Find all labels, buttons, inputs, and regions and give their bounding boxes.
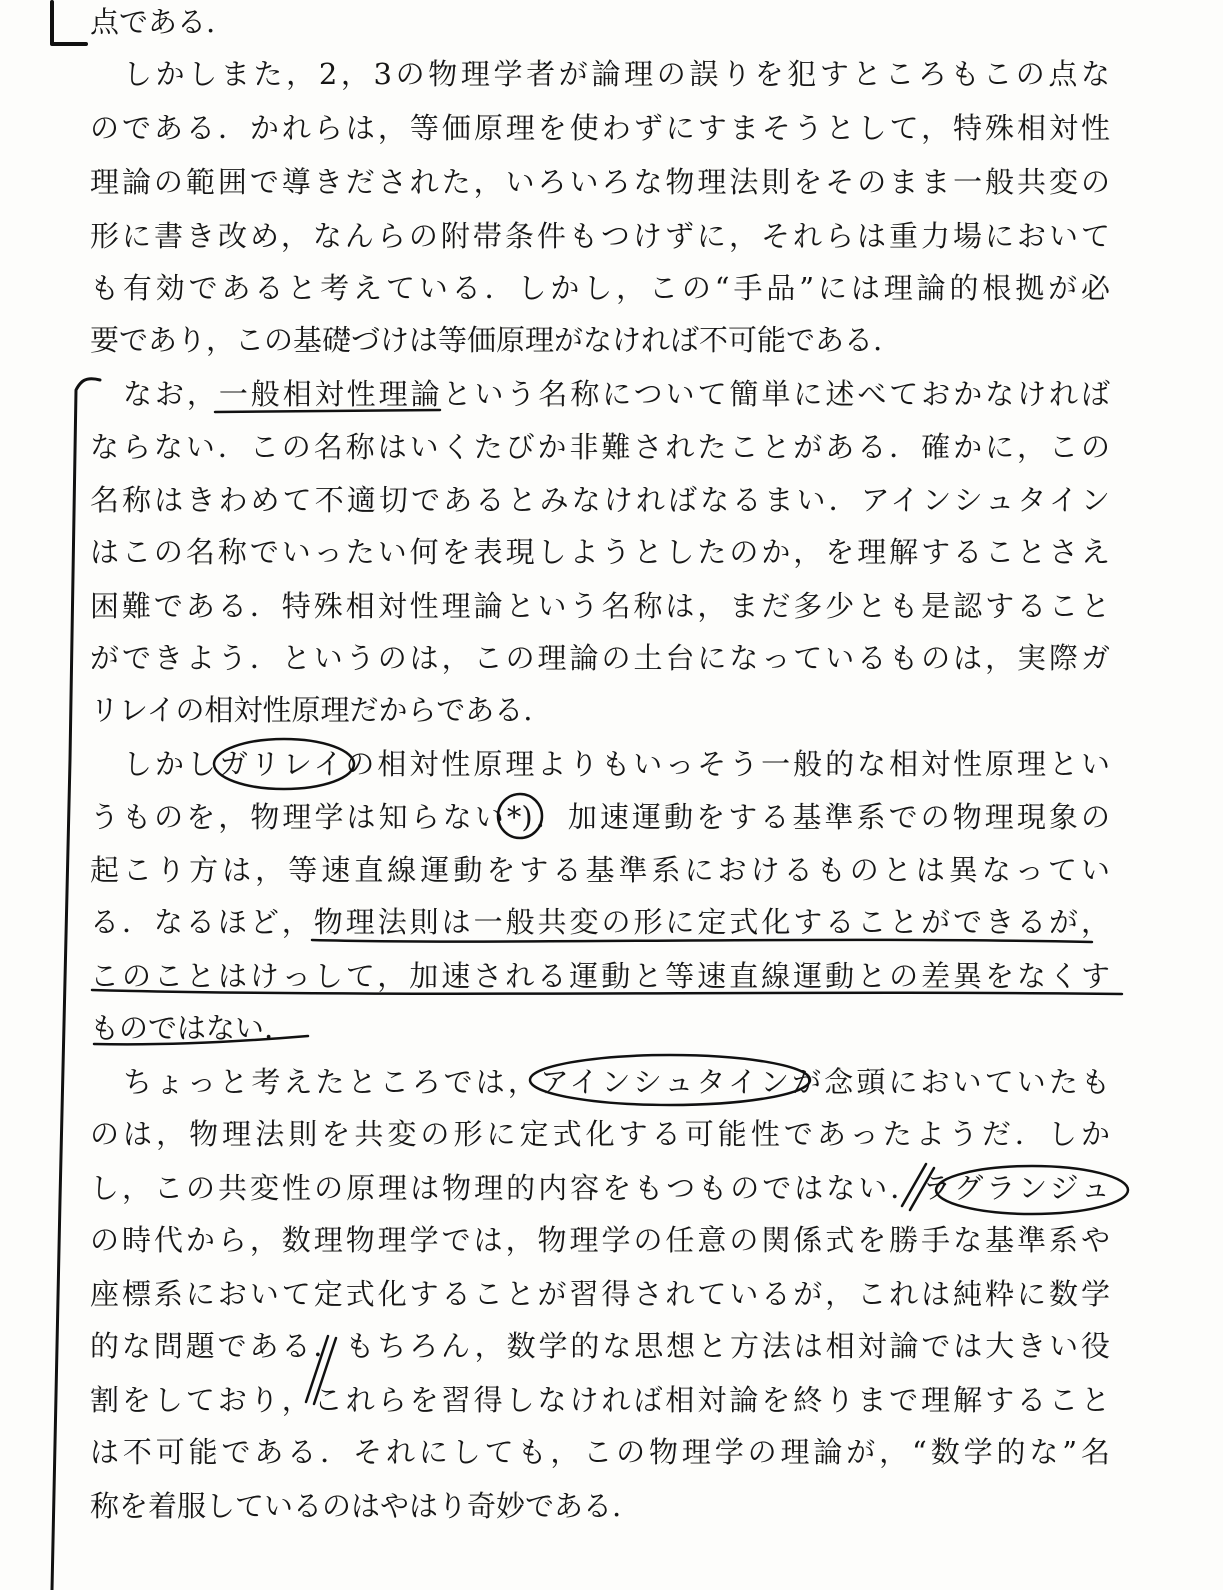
underline-mark bbox=[312, 940, 1092, 942]
text-line: のは，物理法則を共変の形に定式化する可能性であったようだ．しか bbox=[90, 1117, 1110, 1151]
text-line: は不可能である．それにしても，この物理学の理論が，“数学的な”名 bbox=[90, 1435, 1110, 1469]
paragraph-first-line: ちょっと考えたところでは，アインシュタインが念頭においていたも bbox=[123, 1065, 1110, 1099]
paragraph-first-line: しかしガリレイの相対性原理よりもいっそう一般的な相対性原理とい bbox=[123, 747, 1110, 781]
paragraph-first-line: しかしまた，2，3の物理学者が論理の誤りを犯すところもこの点な bbox=[123, 57, 1110, 91]
text-line: る．なるほど，物理法則は一般共変の形に定式化することができるが， bbox=[90, 905, 1110, 939]
bracket-mark-top bbox=[52, 2, 86, 44]
text-line: 困難である．特殊相対性理論という名称は，まだ多少とも是認すること bbox=[90, 589, 1110, 623]
text-line: し，この共変性の原理は物理的内容をもつものではない．ラグランジュ bbox=[90, 1171, 1110, 1205]
text-line: の時代から，数理物理学では，物理学の任意の関係式を勝手な基準系や bbox=[90, 1223, 1110, 1257]
text-line: 形に書き改め，なんらの附帯条件もつけずに，それらは重力場において bbox=[90, 219, 1110, 253]
text-line: 要であり，この基礎づけは等価原理がなければ不可能である. bbox=[90, 323, 883, 357]
paragraph-first-line: なお，一般相対性理論という名称について簡単に述べておかなければ bbox=[123, 377, 1110, 411]
text-line: のである．かれらは，等価原理を使わずにすまそうとして，特殊相対性 bbox=[90, 111, 1110, 145]
text-line: 称を着服しているのはやはり奇妙である. bbox=[90, 1489, 622, 1523]
text-line: 座標系において定式化することが習得されているが，これは純粋に数学 bbox=[90, 1277, 1110, 1311]
text-line: ものではない. bbox=[90, 1011, 274, 1045]
text-line: うものを，物理学は知らない*)．加速運動をする基準系での物理現象の bbox=[90, 800, 1110, 834]
text-line: はこの名称でいったい何を表現しようとしたのか，を理解することさえ bbox=[90, 535, 1110, 569]
text-line: 的な問題である．もちろん，数学的な思想と方法は相対論では大きい役 bbox=[90, 1329, 1110, 1363]
text-line: このことはけっして，加速される運動と等速直線運動との差異をなくす bbox=[90, 959, 1110, 993]
text-line: ができよう．というのは，この理論の土台になっているものは，実際ガ bbox=[90, 641, 1110, 675]
text-line: リレイの相対性原理だからである. bbox=[90, 693, 533, 727]
text-line: 点である. bbox=[90, 5, 216, 39]
text-line: 起こり方は，等速直線運動をする基準系におけるものとは異なってい bbox=[90, 853, 1110, 887]
text-line: も有効であると考えている．しかし，この“手品”には理論的根拠が必 bbox=[90, 271, 1110, 305]
text-line: 割をしており，これらを習得しなければ相対論を終りまで理解すること bbox=[90, 1383, 1110, 1417]
text-line: ならない．この名称はいくたびか非難されたことがある．確かに，この bbox=[90, 430, 1110, 464]
text-line: 名称はきわめて不適切であるとみなければなるまい．アインシュタイン bbox=[90, 483, 1110, 517]
text-line: 理論の範囲で導きだされた，いろいろな物理法則をそのまま一般共変の bbox=[90, 165, 1110, 199]
